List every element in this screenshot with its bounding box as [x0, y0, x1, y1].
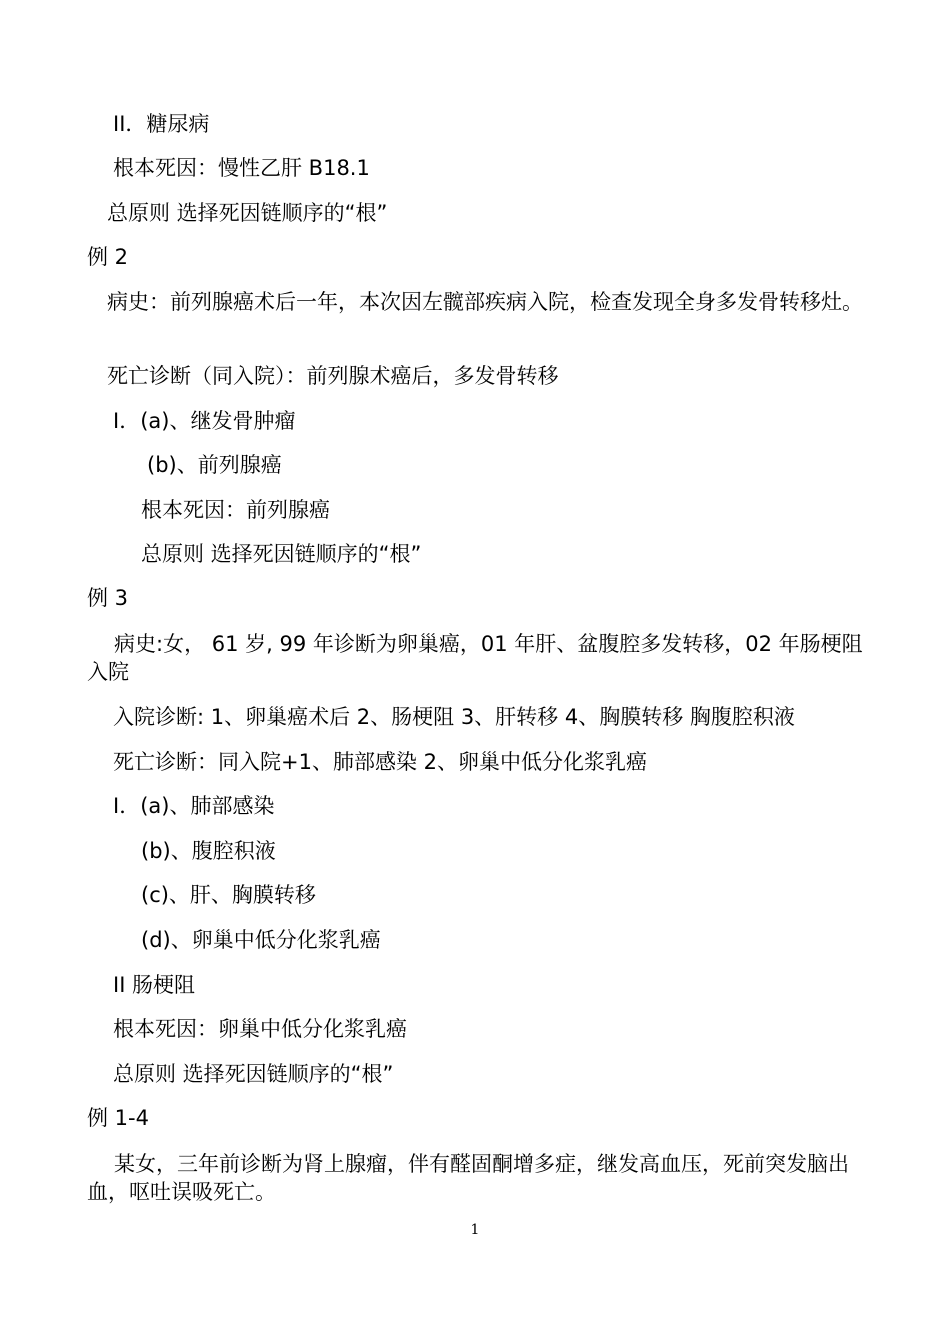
diagnosis-line-ii: II 肠梗阻	[113, 973, 196, 997]
death-diagnosis-line: 死亡诊断（同入院）：前列腺术癌后，多发骨转移	[107, 364, 559, 388]
cause-chain-item: (d)、卵巢中低分化浆乳癌	[141, 928, 381, 952]
general-principle-line: 总原则 选择死因链顺序的“根”	[113, 1062, 394, 1086]
death-diagnosis-line: 死亡诊断：同入院+1、肺部感染 2、卵巢中低分化浆乳癌	[113, 750, 647, 774]
cause-chain-item: (c)、肝、胸膜转移	[141, 883, 316, 907]
example-heading: 例 1-4	[87, 1106, 149, 1130]
admission-diagnosis-line: 入院诊断: 1、卵巢癌术后 2、肠梗阻 3、肝转移 4、胸膜转移 胸腹腔积液	[113, 705, 795, 729]
cause-chain-item: (b)、腹腔积液	[141, 839, 276, 863]
page-number: 1	[470, 1222, 480, 1238]
example-heading: 例 3	[87, 586, 129, 610]
cause-chain-item: I．(a)、肺部感染	[113, 794, 275, 818]
underlying-cause-line: 根本死因：前列腺癌	[141, 498, 330, 522]
diagnosis-line-ii-diabetes: II．糖尿病	[113, 112, 210, 136]
example-heading: 例 2	[87, 245, 129, 269]
general-principle-line: 总原则 选择死因链顺序的“根”	[141, 542, 422, 566]
underlying-cause-line: 根本死因：慢性乙肝 B18.1	[113, 156, 370, 180]
cause-chain-item: I．(a)、继发骨肿瘤	[113, 409, 296, 433]
cause-chain-item: (b)、前列腺癌	[147, 453, 282, 477]
underlying-cause-line: 根本死因：卵巢中低分化浆乳癌	[113, 1017, 407, 1041]
case-description-paragraph: 某女，三年前诊断为肾上腺瘤，伴有醛固酮增多症，继发高血压，死前突发脑出血，呕吐误吸死亡。	[87, 1152, 849, 1204]
medical-history-paragraph: 病史：前列腺癌术后一年，本次因左髋部疾病入院，检查发现全身多发骨转移灶。	[107, 290, 863, 314]
general-principle-line: 总原则 选择死因链顺序的“根”	[107, 201, 388, 225]
medical-history-paragraph: 病史:女， 61 岁, 99 年诊断为卵巢癌，01 年肝、盆腹腔多发转移，02 年肠梗阻入院	[87, 632, 863, 684]
